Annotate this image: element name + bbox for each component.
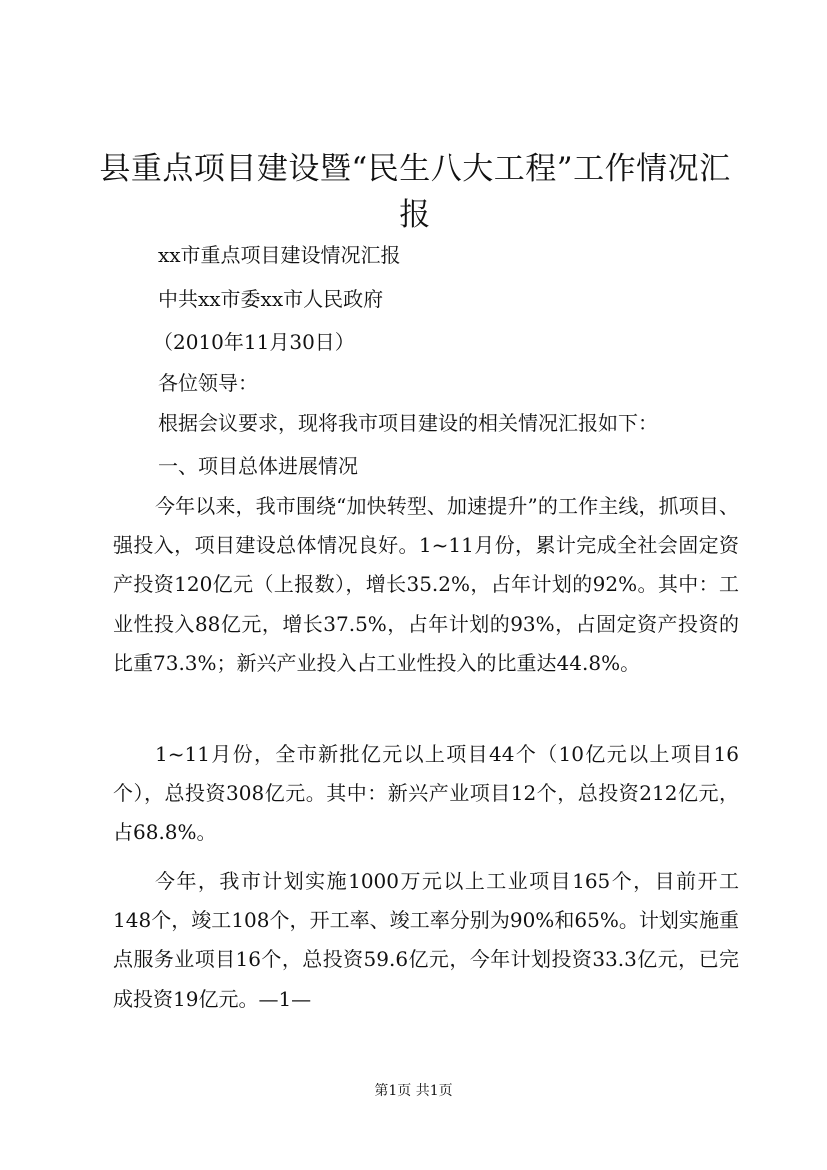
paragraph-new-projects: 1~11月份，全市新批亿元以上项目44个（10亿元以上项目16个），总投资308亿元。其中：新兴产业项目12个，总投资212亿元，占68.8%。 xyxy=(113,742,739,845)
page-footer: 第1页 共1页 xyxy=(374,1083,453,1099)
report-subtitle: xx市重点项目建设情况汇报 xyxy=(158,243,401,267)
date-line: （2010年11月30日） xyxy=(153,330,355,354)
paragraph-overview: 今年以来，我市围绕“加快转型、加速提升”的工作主线，抓项目、强投入，项目建设总体情况良好。1~11月份，累计完成全社会固定资产投资120亿元（上报数），增长35.2%，占年计划的92%。其中：工业性投入88亿元，增长37.5%，占年计划的93%，占固定资产投资的比重73.3%；新兴产业投入占工业性投入的比重达44.8%。 xyxy=(113,494,739,675)
section-heading: 一、项目总体进展情况 xyxy=(158,454,358,478)
intro-line: 根据会议要求，现将我市项目建设的相关情况汇报如下： xyxy=(158,411,658,435)
paragraph-industrial-projects: 今年，我市计划实施1000万元以上工业项目165个，目前开工148个，竣工108个，开工率、竣工率分别为90%和65%。计划实施重点服务业项目16个，总投资59.6亿元，今年计划投资33.3亿元，已完成投资19亿元。—1— xyxy=(113,869,739,1011)
issuer-line: 中共xx市委xx市人民政府 xyxy=(158,287,384,311)
salutation: 各位领导： xyxy=(158,371,258,395)
document-title: 县重点项目建设暨“民生八大工程”工作情况汇报 xyxy=(99,151,731,233)
